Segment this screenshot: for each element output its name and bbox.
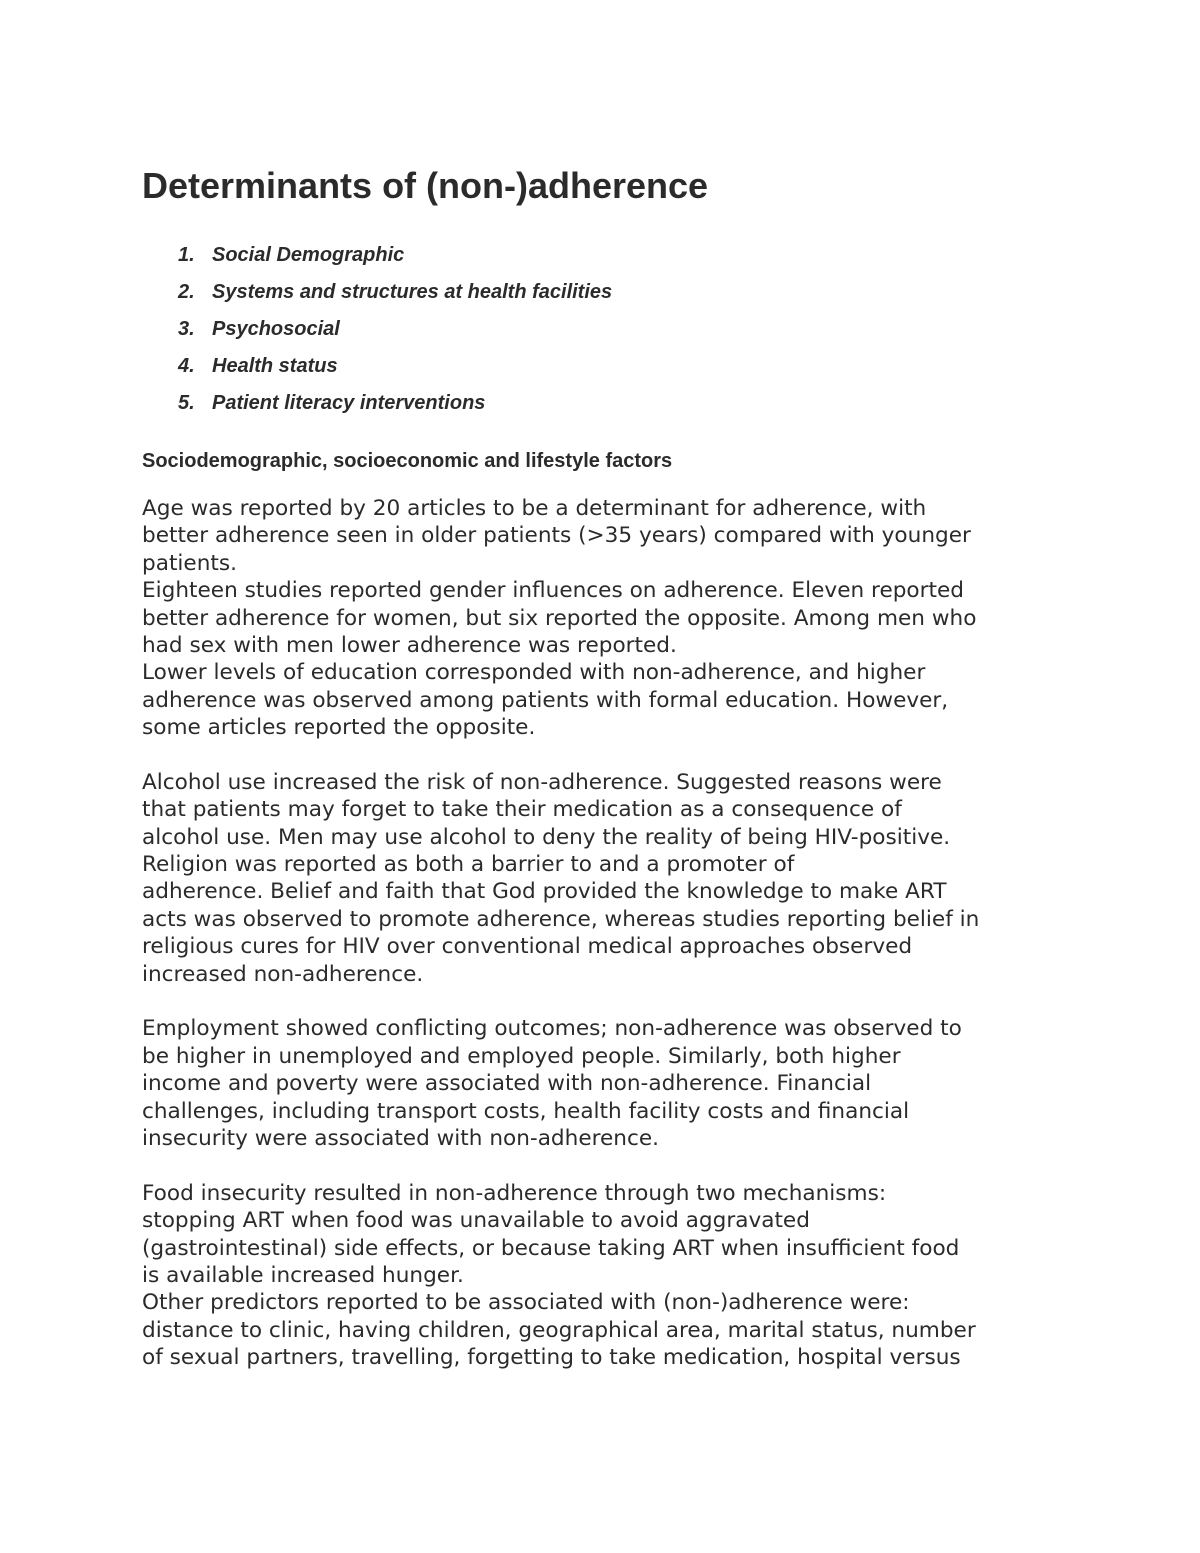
text-line: Employment showed conflicting outcomes; non-adherence was observed to — [142, 1016, 962, 1042]
list-item-number: 5. — [178, 392, 195, 414]
text-line: Eighteen studies reported gender influences on adherence. Eleven reported — [142, 578, 964, 604]
list-item — [142, 237, 612, 274]
text-line: be higher in unemployed and employed people. Similarly, both higher — [142, 1043, 901, 1069]
text-line: religious cures for HIV over conventional medical approaches observed — [142, 934, 913, 960]
list-item — [142, 311, 612, 348]
text-line: income and poverty were associated with non-adherence. Financial — [142, 1071, 872, 1097]
list-item-number: 4. — [178, 355, 195, 377]
paragraph-gap — [142, 742, 1072, 769]
text-line: Lower levels of education corresponded with non-adherence, and higher — [142, 660, 926, 686]
text-line: acts was observed to promote adherence, whereas studies reporting belief in — [142, 906, 980, 932]
text-line: is available increased hunger. — [142, 1262, 464, 1288]
text-line: distance to clinic, having children, geographical area, marital status, number — [142, 1317, 976, 1343]
text-line: had sex with men lower adherence was reported. — [142, 632, 677, 658]
text-line: Age was reported by 20 articles to be a determinant for adherence, with — [142, 496, 927, 521]
document-title: Determinants of (non-)adherence — [142, 165, 709, 206]
text-line: Food insecurity resulted in non-adherence through two mechanisms: — [142, 1180, 887, 1206]
text-line: challenges, including transport costs, health facility costs and financial — [142, 1098, 910, 1124]
paragraph-gap — [142, 988, 1072, 1015]
text-line: adherence. Belief and faith that God provided the knowledge to make ART — [142, 879, 947, 905]
text-line: that patients may forget to take their medication as a consequence of — [142, 797, 902, 823]
text-line: Other predictors reported to be associated with (non-)adherence were: — [142, 1290, 910, 1316]
text-line: alcohol use. Men may use alcohol to deny the reality of being HIV-positive. — [142, 824, 951, 850]
text-line: of sexual partners, travelling, forgetting to take medication, hospital versus — [142, 1345, 961, 1371]
text-line: Religion was reported as both a barrier to and a promoter of — [142, 852, 795, 878]
list-item-label: Social Demographic — [212, 244, 405, 266]
text-line: adherence was observed among patients with formal education. However, — [142, 687, 949, 713]
list-item — [142, 385, 612, 422]
section-heading: Sociodemographic, socioeconomic and lifestyle factors — [142, 450, 673, 472]
list-item — [142, 348, 612, 385]
text-line: Alcohol use increased the risk of non-adherence. Suggested reasons were — [142, 769, 942, 795]
text-line: some articles reported the opposite. — [142, 715, 536, 741]
determinants-list — [142, 237, 612, 422]
list-item-number: 3. — [178, 318, 195, 340]
text-line: patients. — [142, 550, 237, 576]
list-item-label: Health status — [212, 355, 338, 377]
text-line: better adherence for women, but six reported the opposite. Among men who — [142, 605, 977, 631]
list-item-label: Psychosocial — [212, 318, 340, 340]
body-text — [142, 495, 1072, 1372]
text-line: better adherence seen in older patients (>35 years) compared with younger — [142, 523, 971, 549]
list-item — [142, 274, 612, 311]
text-line: stopping ART when food was unavailable to avoid aggravated — [142, 1208, 810, 1234]
list-item-number: 1. — [178, 244, 195, 266]
text-line: insecurity were associated with non-adherence. — [142, 1125, 659, 1151]
list-item-number: 2. — [178, 281, 195, 303]
list-item-label: Systems and structures at health facilities — [212, 281, 613, 303]
list-item-label: Patient literacy interventions — [212, 392, 486, 414]
text-line: (gastrointestinal) side effects, or because taking ART when insufficient food — [142, 1235, 960, 1261]
text-line: increased non-adherence. — [142, 961, 424, 987]
paragraph-gap — [142, 1152, 1072, 1179]
